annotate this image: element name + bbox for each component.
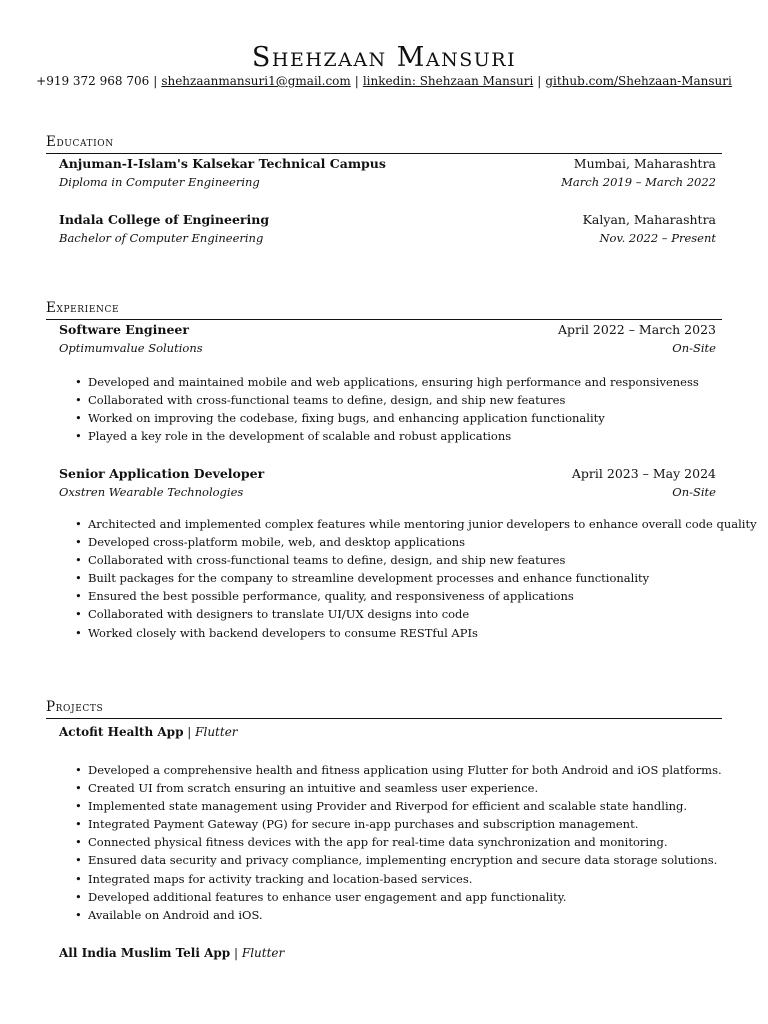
list-item: • Built packages for the company to streamline development processes and enhance functionality: [88, 569, 757, 587]
list-item: • Ensured the best possible performance, quality, and responsiveness of applications: [88, 587, 757, 605]
email-link[interactable]: shehzaanmansuri1@gmail.com: [161, 74, 351, 88]
job-title: Senior Application Developer: [59, 466, 265, 481]
separator: |: [187, 725, 192, 739]
education-dates: Nov. 2022 – Present: [599, 231, 716, 245]
section-title-education: Education: [46, 134, 114, 150]
list-item: • Integrated maps for activity tracking and location-based services.: [88, 870, 722, 888]
experience-bullet-list: [88, 515, 757, 642]
linkedin-link[interactable]: linkedin: Shehzaan Mansuri: [362, 74, 534, 88]
job-dates: April 2022 – March 2023: [557, 322, 716, 337]
list-item: • Worked closely with backend developers to consume RESTful APIs: [88, 624, 757, 642]
education-entry-header: [59, 156, 716, 174]
list-item: • Developed a comprehensive health and fitness application using Flutter for both Android and iOS platforms.: [88, 761, 722, 779]
list-item: • Developed and maintained mobile and web applications, ensuring high performance and responsiveness: [88, 373, 699, 391]
experience-bullet-list: [88, 373, 699, 445]
experience-entry-header: [59, 322, 716, 340]
list-item: • Integrated Payment Gateway (PG) for secure in-app purchases and subscription management.: [88, 815, 722, 833]
separator: |: [234, 946, 239, 960]
list-item: • Architected and implemented complex features while mentoring junior developers to enhance overall code quality: [88, 515, 757, 533]
work-mode: On-Site: [672, 341, 716, 355]
project-name: Actofit Health App: [59, 725, 184, 739]
github-link[interactable]: github.com/Shehzaan-Mansuri: [545, 74, 732, 88]
list-item: • Ensured data security and privacy compliance, implementing encryption and secure data storage solutions.: [88, 851, 722, 869]
job-dates: April 2023 – May 2024: [571, 466, 716, 481]
separator: |: [537, 74, 542, 88]
education-entry-detail: [59, 175, 716, 193]
project-name: All India Muslim Teli App: [59, 946, 231, 960]
experience-entry-header: [59, 466, 716, 484]
separator: |: [354, 74, 359, 88]
section-title-projects: Projects: [46, 699, 104, 715]
section-title-experience: Experience: [46, 300, 120, 316]
company-name: Optimumvalue Solutions: [59, 341, 203, 355]
list-item: • Collaborated with cross-functional teams to define, design, and ship new features: [88, 391, 699, 409]
list-item: • Developed cross-platform mobile, web, and desktop applications: [88, 533, 757, 551]
project-bullet-list: [88, 761, 722, 924]
list-item: • Worked on improving the codebase, fixing bugs, and enhancing application functionality: [88, 409, 699, 427]
job-title: Software Engineer: [59, 322, 189, 337]
school-location: Kalyan, Maharashtra: [582, 212, 716, 227]
list-item: • Collaborated with cross-functional teams to define, design, and ship new features: [88, 551, 757, 569]
list-item: • Developed additional features to enhance user engagement and app functionality.: [88, 888, 722, 906]
phone-number: +919 372 968 706: [36, 74, 150, 88]
education-dates: March 2019 – March 2022: [561, 175, 716, 189]
project-tech: Flutter: [241, 946, 285, 960]
degree: Bachelor of Computer Engineering: [59, 231, 264, 245]
school-location: Mumbai, Maharashtra: [573, 156, 716, 171]
list-item: • Connected physical fitness devices with the app for real-time data synchronization and monitoring.: [88, 833, 722, 851]
experience-entry-detail: [59, 341, 716, 359]
section-divider: [46, 319, 722, 320]
candidate-name: Shehzaan Mansuri: [251, 42, 517, 73]
company-name: Oxstren Wearable Technologies: [59, 485, 244, 499]
separator: |: [153, 74, 158, 88]
education-entry-detail: [59, 231, 716, 249]
school-name: Indala College of Engineering: [59, 212, 270, 227]
education-entry-header: [59, 212, 716, 230]
project-tech: Flutter: [195, 725, 238, 739]
list-item: • Played a key role in the development of scalable and robust applications: [88, 427, 699, 445]
degree: Diploma in Computer Engineering: [59, 175, 260, 189]
work-mode: On-Site: [672, 485, 716, 499]
list-item: • Available on Android and iOS.: [88, 906, 722, 924]
project-header: [59, 725, 238, 739]
section-divider: [46, 153, 722, 154]
section-divider: [46, 718, 722, 719]
contact-line: [0, 73, 768, 89]
list-item: • Implemented state management using Provider and Riverpod for efficient and scalable state handling.: [88, 797, 722, 815]
project-header: [59, 946, 284, 960]
experience-entry-detail: [59, 485, 716, 503]
school-name: Anjuman-I-Islam's Kalsekar Technical Campus: [59, 156, 386, 171]
list-item: • Collaborated with designers to translate UI/UX designs into code: [88, 605, 757, 623]
list-item: • Created UI from scratch ensuring an intuitive and seamless user experience.: [88, 779, 722, 797]
